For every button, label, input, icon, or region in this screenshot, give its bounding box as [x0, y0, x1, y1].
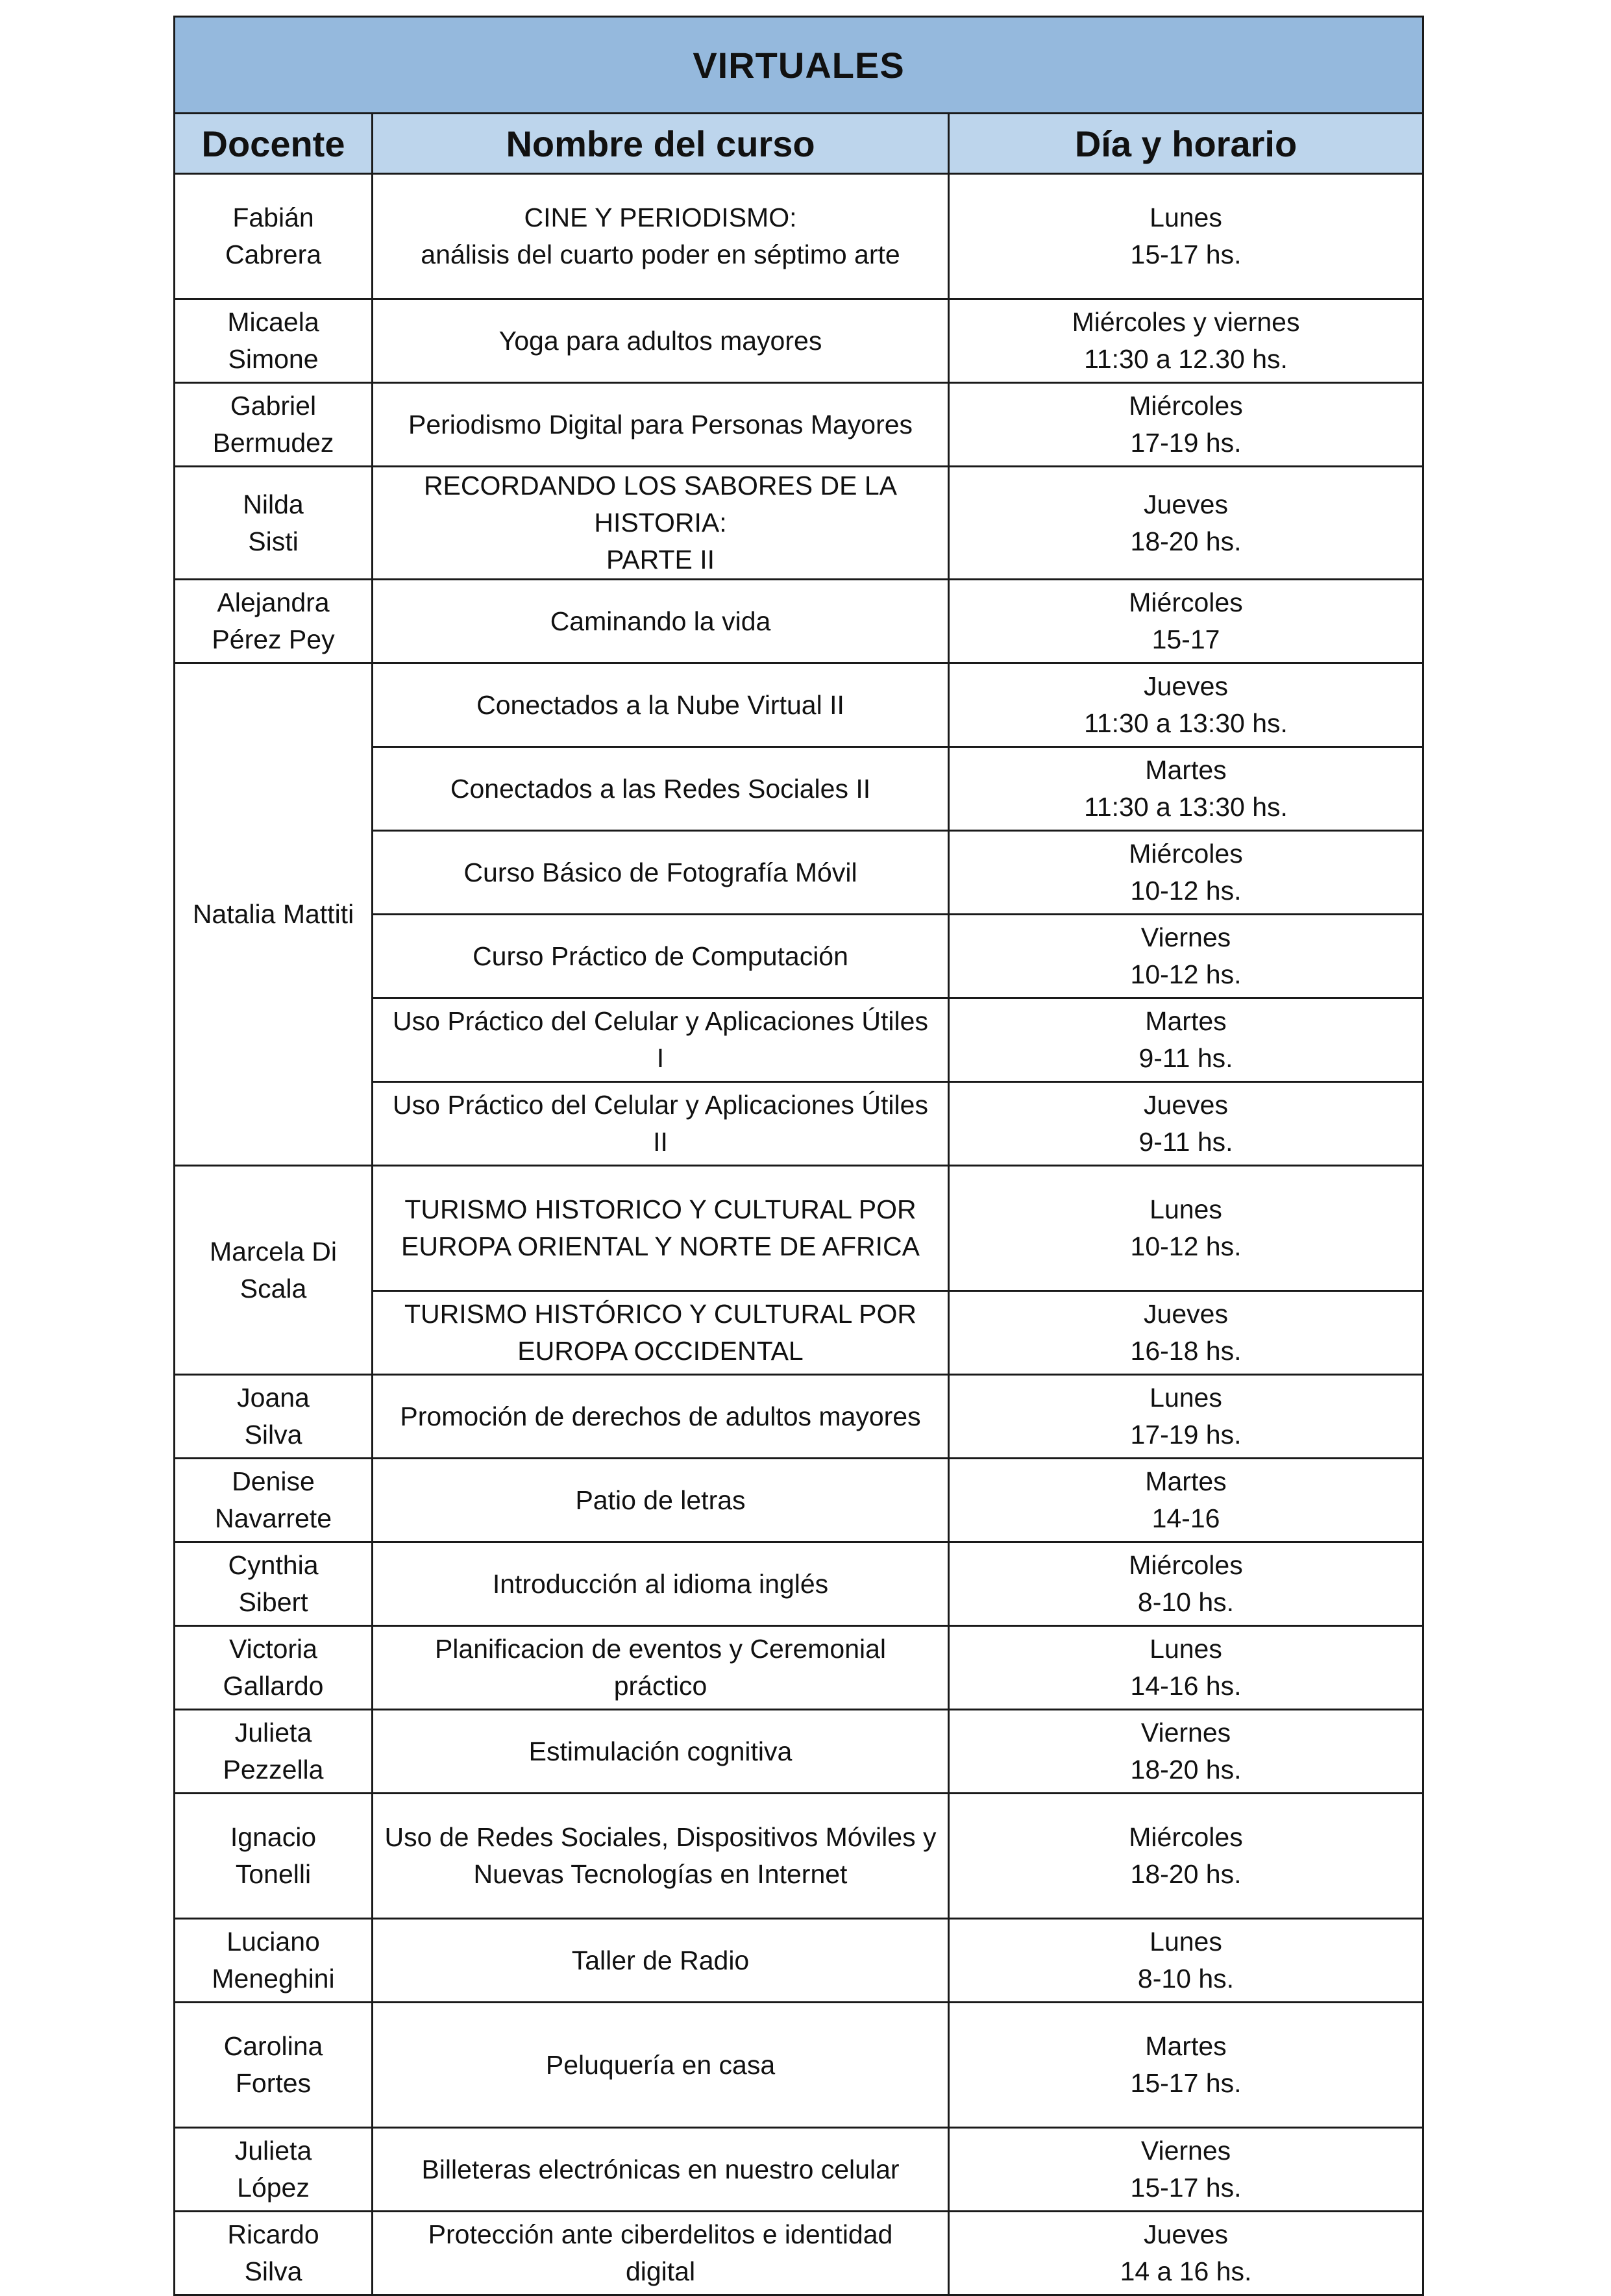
- docente-cell: Denise Navarrete: [175, 1459, 373, 1542]
- docente-cell: Joana Silva: [175, 1375, 373, 1459]
- course-name-cell: Uso Práctico del Celular y Aplicaciones Útiles I: [373, 998, 949, 1082]
- courses-table: [173, 16, 1424, 2296]
- docente-cell: Nilda Sisti: [175, 467, 373, 580]
- schedule-cell: Viernes 18-20 hs.: [949, 1710, 1423, 1794]
- schedule-cell: Miércoles y viernes 11:30 a 12.30 hs.: [949, 299, 1423, 383]
- docente-cell: Gabriel Bermudez: [175, 383, 373, 467]
- header-docente: Docente: [175, 114, 373, 174]
- course-name-cell: Conectados a la Nube Virtual II: [373, 663, 949, 747]
- course-name-cell: Periodismo Digital para Personas Mayores: [373, 383, 949, 467]
- docente-cell: Ricardo Silva: [175, 2212, 373, 2295]
- course-name-cell: Estimulación cognitiva: [373, 1710, 949, 1794]
- table-body: [175, 174, 1423, 2295]
- docente-cell: Julieta Pezzella: [175, 1710, 373, 1794]
- docente-cell: Victoria Gallardo: [175, 1626, 373, 1710]
- docente-cell: Marcela Di Scala: [175, 1166, 373, 1375]
- table-row: [175, 1794, 1423, 1919]
- schedule-cell: Lunes 10-12 hs.: [949, 1166, 1423, 1291]
- table-title: VIRTUALES: [175, 17, 1423, 114]
- course-name-cell: Caminando la vida: [373, 580, 949, 663]
- table-row: [175, 1710, 1423, 1794]
- table-row: [175, 1626, 1423, 1710]
- schedule-cell: Lunes 14-16 hs.: [949, 1626, 1423, 1710]
- header-horario: Día y horario: [949, 114, 1423, 174]
- schedule-cell: Miércoles 18-20 hs.: [949, 1794, 1423, 1919]
- course-name-cell: Protección ante ciberdelitos e identidad digital: [373, 2212, 949, 2295]
- schedule-cell: Miércoles 10-12 hs.: [949, 831, 1423, 915]
- header-curso: Nombre del curso: [373, 114, 949, 174]
- course-name-cell: Billeteras electrónicas en nuestro celular: [373, 2128, 949, 2212]
- table-row: [175, 467, 1423, 580]
- course-name-cell: Introducción al idioma inglés: [373, 1542, 949, 1626]
- table-row: [175, 299, 1423, 383]
- schedule-cell: Viernes 10-12 hs.: [949, 915, 1423, 998]
- course-name-cell: RECORDANDO LOS SABORES DE LA HISTORIA: PARTE II: [373, 467, 949, 580]
- course-name-cell: Uso de Redes Sociales, Dispositivos Móviles y Nuevas Tecnologías en Internet: [373, 1794, 949, 1919]
- table-row: [175, 580, 1423, 663]
- course-name-cell: TURISMO HISTORICO Y CULTURAL POR EUROPA ORIENTAL Y NORTE DE AFRICA: [373, 1166, 949, 1291]
- table-row: [175, 174, 1423, 299]
- course-name-cell: CINE Y PERIODISMO: análisis del cuarto poder en séptimo arte: [373, 174, 949, 299]
- table-row: [175, 1919, 1423, 2003]
- course-name-cell: Curso Básico de Fotografía Móvil: [373, 831, 949, 915]
- table-row: [175, 1542, 1423, 1626]
- schedule-cell: Jueves 16-18 hs.: [949, 1291, 1423, 1375]
- schedule-cell: Viernes 15-17 hs.: [949, 2128, 1423, 2212]
- table-row: [175, 2003, 1423, 2128]
- schedule-cell: Jueves 18-20 hs.: [949, 467, 1423, 580]
- schedule-cell: Lunes 15-17 hs.: [949, 174, 1423, 299]
- course-name-cell: Peluquería en casa: [373, 2003, 949, 2128]
- schedule-cell: Jueves 9-11 hs.: [949, 1082, 1423, 1166]
- course-name-cell: Conectados a las Redes Sociales II: [373, 747, 949, 831]
- table-row: [175, 2212, 1423, 2295]
- schedule-cell: Lunes 17-19 hs.: [949, 1375, 1423, 1459]
- course-name-cell: Yoga para adultos mayores: [373, 299, 949, 383]
- docente-cell: Fabián Cabrera: [175, 174, 373, 299]
- course-name-cell: Uso Práctico del Celular y Aplicaciones Útiles II: [373, 1082, 949, 1166]
- course-name-cell: Curso Práctico de Computación: [373, 915, 949, 998]
- schedule-cell: Lunes 8-10 hs.: [949, 1919, 1423, 2003]
- course-name-cell: Taller de Radio: [373, 1919, 949, 2003]
- docente-cell: Natalia Mattiti: [175, 663, 373, 1166]
- schedule-cell: Miércoles 15-17: [949, 580, 1423, 663]
- schedule-cell: Miércoles 8-10 hs.: [949, 1542, 1423, 1626]
- schedule-cell: Martes 15-17 hs.: [949, 2003, 1423, 2128]
- table-row: [175, 2128, 1423, 2212]
- course-name-cell: TURISMO HISTÓRICO Y CULTURAL POR EUROPA OCCIDENTAL: [373, 1291, 949, 1375]
- schedule-cell: Martes 11:30 a 13:30 hs.: [949, 747, 1423, 831]
- schedule-cell: Miércoles 17-19 hs.: [949, 383, 1423, 467]
- docente-cell: Carolina Fortes: [175, 2003, 373, 2128]
- schedule-cell: Jueves 11:30 a 13:30 hs.: [949, 663, 1423, 747]
- docente-cell: Cynthia Sibert: [175, 1542, 373, 1626]
- course-name-cell: Patio de letras: [373, 1459, 949, 1542]
- schedule-cell: Jueves 14 a 16 hs.: [949, 2212, 1423, 2295]
- table-row: [175, 1166, 1423, 1291]
- docente-cell: Ignacio Tonelli: [175, 1794, 373, 1919]
- table-row: [175, 1459, 1423, 1542]
- course-name-cell: Planificacion de eventos y Ceremonial práctico: [373, 1626, 949, 1710]
- table-row: [175, 663, 1423, 747]
- docente-cell: Julieta López: [175, 2128, 373, 2212]
- docente-cell: Micaela Simone: [175, 299, 373, 383]
- table-row: [175, 383, 1423, 467]
- schedule-cell: Martes 9-11 hs.: [949, 998, 1423, 1082]
- docente-cell: Alejandra Pérez Pey: [175, 580, 373, 663]
- docente-cell: Luciano Meneghini: [175, 1919, 373, 2003]
- schedule-cell: Martes 14-16: [949, 1459, 1423, 1542]
- course-name-cell: Promoción de derechos de adultos mayores: [373, 1375, 949, 1459]
- table-row: [175, 1375, 1423, 1459]
